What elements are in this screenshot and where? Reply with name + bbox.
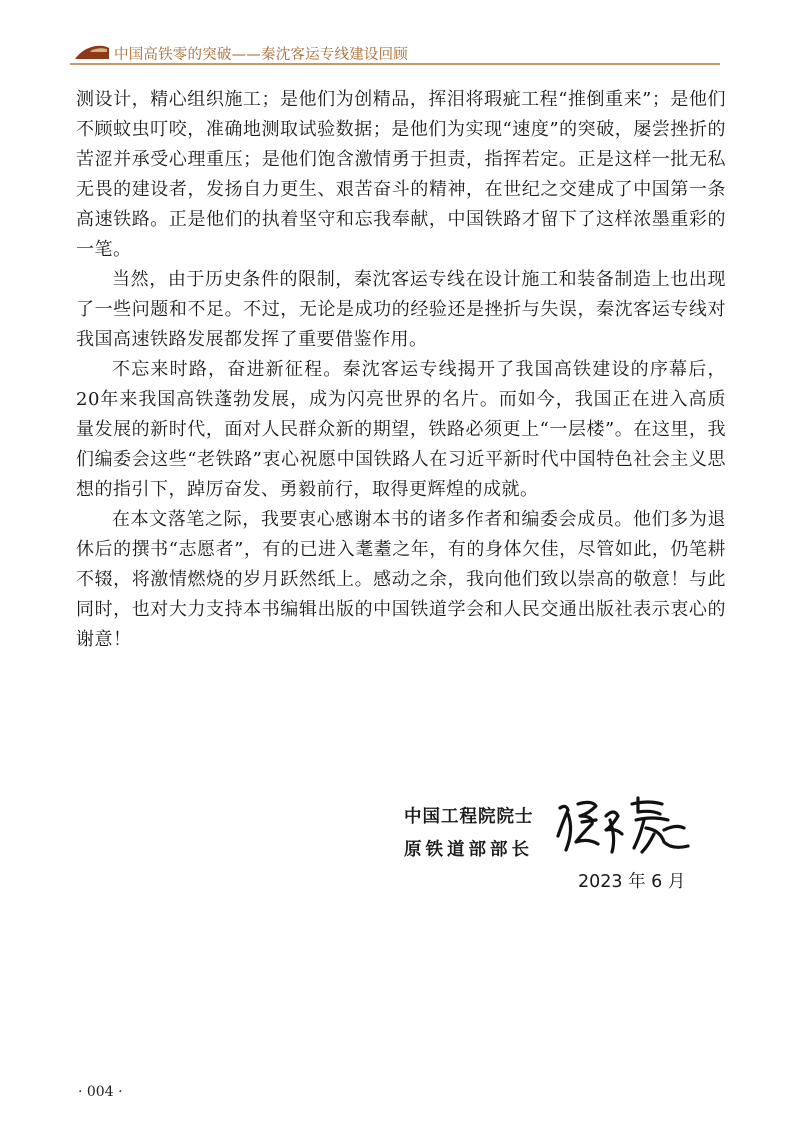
body-text [76,85,726,655]
handwritten-signature [552,790,702,860]
running-header [70,38,720,68]
author-title-academician: 中国工程院院士 [404,807,534,827]
paragraph-4: 在本文落笔之际，我要衷心感谢本书的诸多作者和编委会成员。他们多为退休后的撰书“志愿者”，有的已进入耄耋之年，有的身体欠佳，尽管如此，仍笔耕不辍，将激情燃烧的岁月跃然纸上。感动之余，我向他们致以崇高的敬意！与此同时，也对大力支持本书编辑出版的中国铁道学会和人民交通出版社表示衷心的谢意！ [76,509,726,650]
train-nose-icon [74,44,110,60]
running-header-title: 中国高铁零的突破——秦沈客运专线建设回顾 [114,47,408,63]
header-rule [70,63,720,65]
paragraph-1: 测设计，精心组织施工；是他们为创精品，挥泪将瑕疵工程“推倒重来”；是他们不顾蚊虫叮咬，准确地测取试验数据；是他们为实现“速度”的突破，屡尝挫折的苦涩并承受心理重压；是他们饱含激情勇于担责，指挥若定。正是这样一批无私无畏的建设者，发扬自力更生、艰苦奋斗的精神，在世纪之交建成了中国第一条高速铁路。正是他们的执着坚守和忘我奉献，中国铁路才留下了这样浓墨重彩的一笔。 [76,89,726,260]
page-number: · 004 · [78,1084,123,1100]
paragraph-2: 当然，由于历史条件的限制，秦沈客运专线在设计施工和装备制造上也出现了一些问题和不足。不过，无论是成功的经验还是挫折与失误，秦沈客运专线对我国高速铁路发展都发挥了重要借鉴作用。 [76,269,726,350]
signature-date: 2023 年 6 月 [578,872,686,892]
author-title-minister: 原铁道部部长 [404,840,533,860]
paragraph-3: 不忘来时路，奋进新征程。秦沈客运专线揭开了我国高铁建设的序幕后，20年来我国高铁蓬勃发展，成为闪亮世界的名片。而如今，我国正在进入高质量发展的新时代，面对人民群众新的期望，铁路必须更上“一层楼”。在这里，我们编委会这些“老铁路”衷心祝愿中国铁路人在习近平新时代中国特色社会主义思想的指引下，踔厉奋发、勇毅前行，取得更辉煌的成就。 [76,359,726,500]
